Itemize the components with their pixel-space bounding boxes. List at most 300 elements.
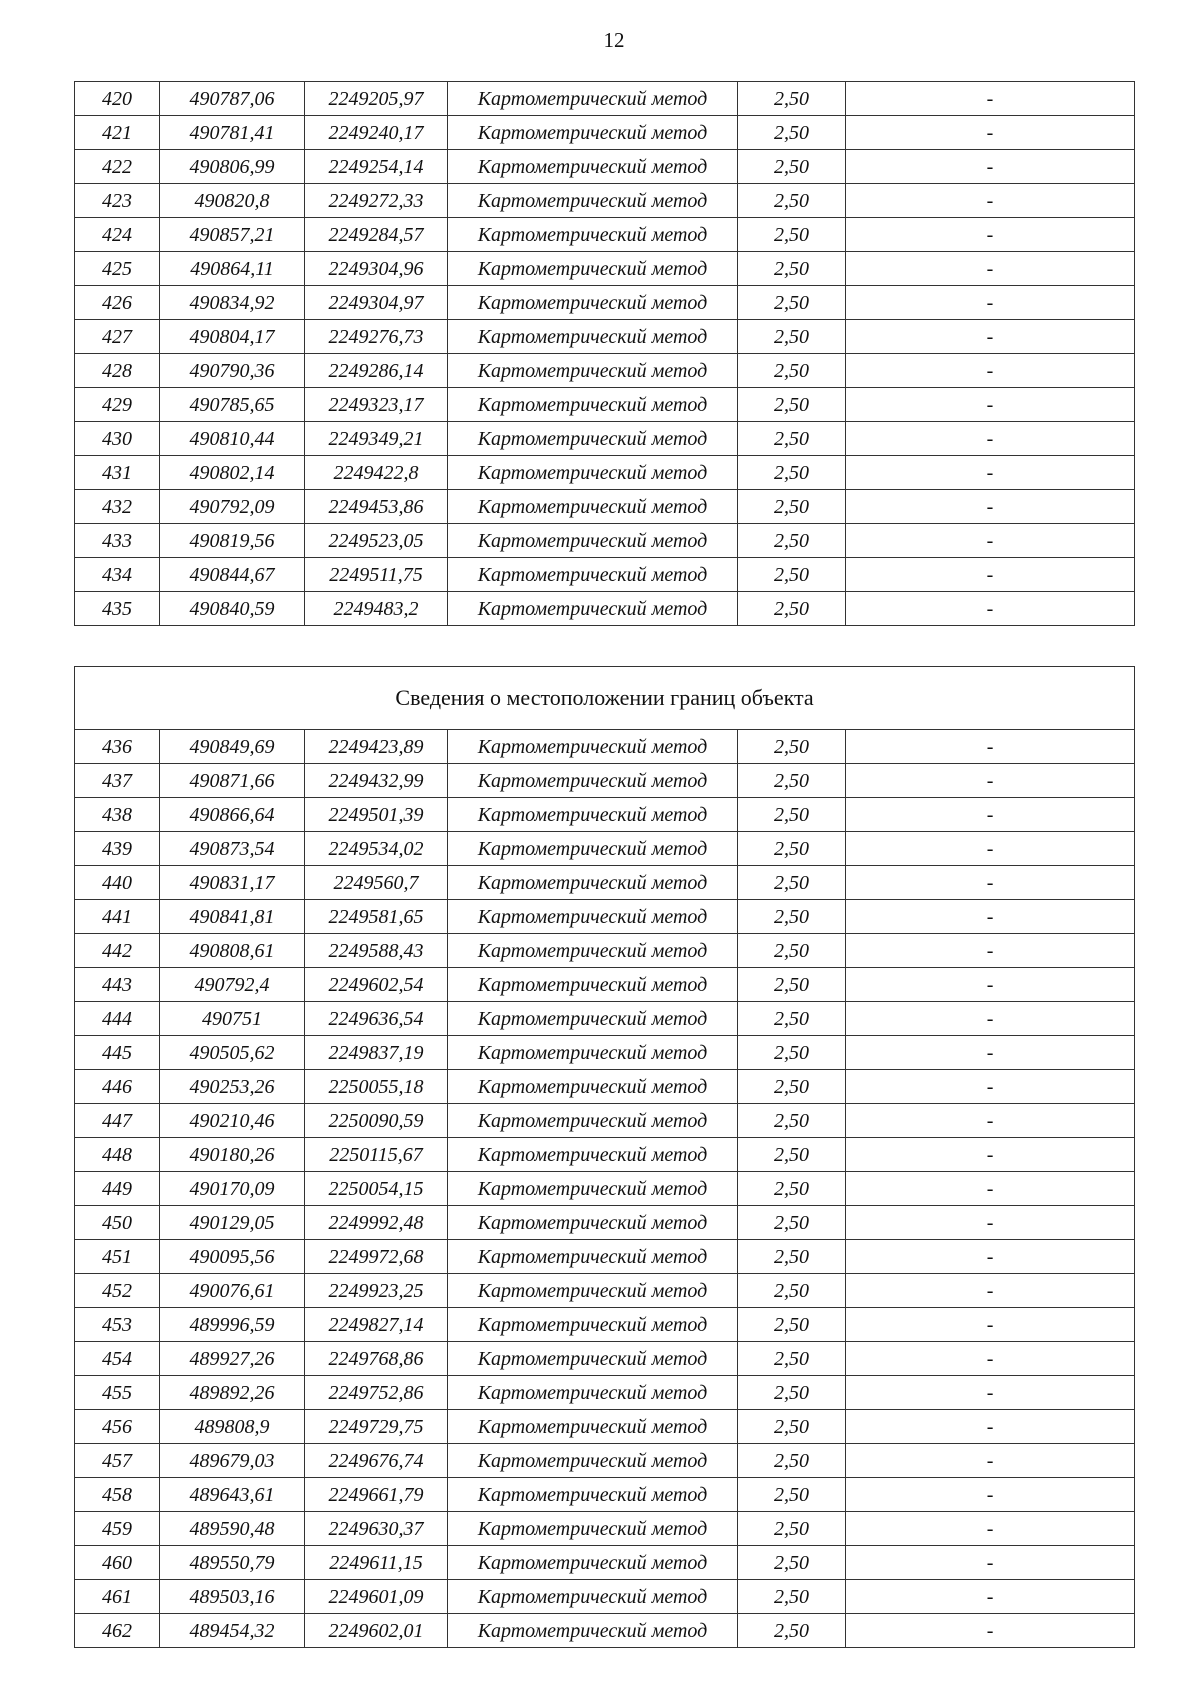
accuracy-cell: 2,50 — [738, 150, 846, 184]
method-cell: Картометрический метод — [448, 730, 738, 764]
x-coordinate-cell: 490857,21 — [160, 218, 305, 252]
x-coordinate-cell: 490866,64 — [160, 798, 305, 832]
x-coordinate-cell: 490808,61 — [160, 934, 305, 968]
point-number-cell: 441 — [75, 900, 160, 934]
method-cell: Картометрический метод — [448, 1036, 738, 1070]
description-cell: - — [846, 1376, 1135, 1410]
accuracy-cell: 2,50 — [738, 832, 846, 866]
description-cell: - — [846, 1274, 1135, 1308]
point-number-cell: 452 — [75, 1274, 160, 1308]
description-cell: - — [846, 116, 1135, 150]
description-cell: - — [846, 1036, 1135, 1070]
point-number-cell: 448 — [75, 1138, 160, 1172]
table-row — [75, 1104, 1135, 1138]
description-cell: - — [846, 286, 1135, 320]
description-cell: - — [846, 150, 1135, 184]
method-cell: Картометрический метод — [448, 388, 738, 422]
description-cell: - — [846, 456, 1135, 490]
description-cell: - — [846, 1614, 1135, 1648]
accuracy-cell: 2,50 — [738, 524, 846, 558]
page-number: 12 — [603, 28, 625, 52]
method-cell: Картометрический метод — [448, 456, 738, 490]
y-coordinate-cell: 2249602,01 — [305, 1614, 448, 1648]
y-coordinate-cell: 2249992,48 — [305, 1206, 448, 1240]
section-title-row — [75, 667, 1135, 730]
y-coordinate-cell: 2249205,97 — [305, 82, 448, 116]
table-row — [75, 320, 1135, 354]
point-number-cell: 432 — [75, 490, 160, 524]
accuracy-cell: 2,50 — [738, 1240, 846, 1274]
x-coordinate-cell: 490804,17 — [160, 320, 305, 354]
x-coordinate-cell: 490095,56 — [160, 1240, 305, 1274]
y-coordinate-cell: 2250054,15 — [305, 1172, 448, 1206]
table-row — [75, 82, 1135, 116]
y-coordinate-cell: 2249560,7 — [305, 866, 448, 900]
method-cell: Картометрический метод — [448, 320, 738, 354]
point-number-cell: 445 — [75, 1036, 160, 1070]
description-cell: - — [846, 1002, 1135, 1036]
method-cell: Картометрический метод — [448, 1580, 738, 1614]
point-number-cell: 440 — [75, 866, 160, 900]
table-row — [75, 388, 1135, 422]
accuracy-cell: 2,50 — [738, 1614, 846, 1648]
point-number-cell: 451 — [75, 1240, 160, 1274]
y-coordinate-cell: 2249423,89 — [305, 730, 448, 764]
x-coordinate-cell: 490840,59 — [160, 592, 305, 626]
description-cell: - — [846, 1546, 1135, 1580]
method-cell: Картометрический метод — [448, 1104, 738, 1138]
x-coordinate-cell: 489927,26 — [160, 1342, 305, 1376]
accuracy-cell: 2,50 — [738, 866, 846, 900]
x-coordinate-cell: 489996,59 — [160, 1308, 305, 1342]
y-coordinate-cell: 2249453,86 — [305, 490, 448, 524]
accuracy-cell: 2,50 — [738, 900, 846, 934]
description-cell: - — [846, 1138, 1135, 1172]
description-cell: - — [846, 558, 1135, 592]
point-number-cell: 450 — [75, 1206, 160, 1240]
table-row — [75, 798, 1135, 832]
point-number-cell: 457 — [75, 1444, 160, 1478]
y-coordinate-cell: 2249601,09 — [305, 1580, 448, 1614]
accuracy-cell: 2,50 — [738, 1478, 846, 1512]
description-cell: - — [846, 354, 1135, 388]
x-coordinate-cell: 489808,9 — [160, 1410, 305, 1444]
x-coordinate-cell: 489503,16 — [160, 1580, 305, 1614]
table-row — [75, 184, 1135, 218]
method-cell: Картометрический метод — [448, 558, 738, 592]
y-coordinate-cell: 2249422,8 — [305, 456, 448, 490]
x-coordinate-cell: 490180,26 — [160, 1138, 305, 1172]
y-coordinate-cell: 2249276,73 — [305, 320, 448, 354]
x-coordinate-cell: 490834,92 — [160, 286, 305, 320]
accuracy-cell: 2,50 — [738, 934, 846, 968]
y-coordinate-cell: 2249923,25 — [305, 1274, 448, 1308]
method-cell: Картометрический метод — [448, 422, 738, 456]
table-row — [75, 286, 1135, 320]
coordinates-table-1 — [74, 81, 1135, 626]
point-number-cell: 461 — [75, 1580, 160, 1614]
point-number-cell: 422 — [75, 150, 160, 184]
section-title: Сведения о местоположении границ объекта — [75, 667, 1135, 730]
x-coordinate-cell: 490802,14 — [160, 456, 305, 490]
x-coordinate-cell: 490170,09 — [160, 1172, 305, 1206]
method-cell: Картометрический метод — [448, 1308, 738, 1342]
y-coordinate-cell: 2250090,59 — [305, 1104, 448, 1138]
accuracy-cell: 2,50 — [738, 116, 846, 150]
point-number-cell: 429 — [75, 388, 160, 422]
table-row — [75, 1478, 1135, 1512]
method-cell: Картометрический метод — [448, 1478, 738, 1512]
accuracy-cell: 2,50 — [738, 1002, 846, 1036]
accuracy-cell: 2,50 — [738, 1444, 846, 1478]
method-cell: Картометрический метод — [448, 1138, 738, 1172]
point-number-cell: 423 — [75, 184, 160, 218]
y-coordinate-cell: 2249752,86 — [305, 1376, 448, 1410]
method-cell: Картометрический метод — [448, 592, 738, 626]
description-cell: - — [846, 524, 1135, 558]
table-row — [75, 832, 1135, 866]
accuracy-cell: 2,50 — [738, 1138, 846, 1172]
y-coordinate-cell: 2249581,65 — [305, 900, 448, 934]
accuracy-cell: 2,50 — [738, 252, 846, 286]
description-cell: - — [846, 764, 1135, 798]
point-number-cell: 431 — [75, 456, 160, 490]
point-number-cell: 420 — [75, 82, 160, 116]
description-cell: - — [846, 1104, 1135, 1138]
table-row — [75, 490, 1135, 524]
description-cell: - — [846, 252, 1135, 286]
y-coordinate-cell: 2249286,14 — [305, 354, 448, 388]
method-cell: Картометрический метод — [448, 286, 738, 320]
point-number-cell: 427 — [75, 320, 160, 354]
x-coordinate-cell: 490864,11 — [160, 252, 305, 286]
description-cell: - — [846, 798, 1135, 832]
description-cell: - — [846, 1444, 1135, 1478]
description-cell: - — [846, 184, 1135, 218]
method-cell: Картометрический метод — [448, 490, 738, 524]
x-coordinate-cell: 490787,06 — [160, 82, 305, 116]
y-coordinate-cell: 2249602,54 — [305, 968, 448, 1002]
method-cell: Картометрический метод — [448, 1444, 738, 1478]
method-cell: Картометрический метод — [448, 354, 738, 388]
method-cell: Картометрический метод — [448, 1070, 738, 1104]
x-coordinate-cell: 490210,46 — [160, 1104, 305, 1138]
method-cell: Картометрический метод — [448, 116, 738, 150]
description-cell: - — [846, 934, 1135, 968]
description-cell: - — [846, 592, 1135, 626]
point-number-cell: 438 — [75, 798, 160, 832]
method-cell: Картометрический метод — [448, 934, 738, 968]
table-row — [75, 934, 1135, 968]
accuracy-cell: 2,50 — [738, 184, 846, 218]
point-number-cell: 421 — [75, 116, 160, 150]
table-row — [75, 218, 1135, 252]
x-coordinate-cell: 489679,03 — [160, 1444, 305, 1478]
method-cell: Картометрический метод — [448, 1002, 738, 1036]
description-cell: - — [846, 832, 1135, 866]
y-coordinate-cell: 2249349,21 — [305, 422, 448, 456]
y-coordinate-cell: 2249284,57 — [305, 218, 448, 252]
accuracy-cell: 2,50 — [738, 968, 846, 1002]
x-coordinate-cell: 490841,81 — [160, 900, 305, 934]
description-cell: - — [846, 218, 1135, 252]
x-coordinate-cell: 490076,61 — [160, 1274, 305, 1308]
accuracy-cell: 2,50 — [738, 320, 846, 354]
point-number-cell: 455 — [75, 1376, 160, 1410]
table-row — [75, 1036, 1135, 1070]
x-coordinate-cell: 490871,66 — [160, 764, 305, 798]
point-number-cell: 439 — [75, 832, 160, 866]
y-coordinate-cell: 2249827,14 — [305, 1308, 448, 1342]
y-coordinate-cell: 2249636,54 — [305, 1002, 448, 1036]
y-coordinate-cell: 2249837,19 — [305, 1036, 448, 1070]
x-coordinate-cell: 489550,79 — [160, 1546, 305, 1580]
method-cell: Картометрический метод — [448, 1172, 738, 1206]
point-number-cell: 459 — [75, 1512, 160, 1546]
description-cell: - — [846, 900, 1135, 934]
description-cell: - — [846, 1240, 1135, 1274]
y-coordinate-cell: 2249523,05 — [305, 524, 448, 558]
y-coordinate-cell: 2249768,86 — [305, 1342, 448, 1376]
accuracy-cell: 2,50 — [738, 354, 846, 388]
y-coordinate-cell: 2249323,17 — [305, 388, 448, 422]
table-row — [75, 558, 1135, 592]
y-coordinate-cell: 2249272,33 — [305, 184, 448, 218]
table-row — [75, 1274, 1135, 1308]
table-row — [75, 116, 1135, 150]
point-number-cell: 447 — [75, 1104, 160, 1138]
method-cell: Картометрический метод — [448, 1410, 738, 1444]
description-cell: - — [846, 1478, 1135, 1512]
table-row — [75, 900, 1135, 934]
table-row — [75, 1308, 1135, 1342]
method-cell: Картометрический метод — [448, 1240, 738, 1274]
table-row — [75, 252, 1135, 286]
x-coordinate-cell: 490781,41 — [160, 116, 305, 150]
description-cell: - — [846, 1308, 1135, 1342]
x-coordinate-cell: 490253,26 — [160, 1070, 305, 1104]
y-coordinate-cell: 2249972,68 — [305, 1240, 448, 1274]
accuracy-cell: 2,50 — [738, 592, 846, 626]
accuracy-cell: 2,50 — [738, 490, 846, 524]
x-coordinate-cell: 490849,69 — [160, 730, 305, 764]
table-row — [75, 1070, 1135, 1104]
accuracy-cell: 2,50 — [738, 1580, 846, 1614]
method-cell: Картометрический метод — [448, 1342, 738, 1376]
description-cell: - — [846, 968, 1135, 1002]
description-cell: - — [846, 422, 1135, 456]
y-coordinate-cell: 2249534,02 — [305, 832, 448, 866]
table-row — [75, 764, 1135, 798]
method-cell: Картометрический метод — [448, 150, 738, 184]
accuracy-cell: 2,50 — [738, 1274, 846, 1308]
accuracy-cell: 2,50 — [738, 1308, 846, 1342]
x-coordinate-cell: 490873,54 — [160, 832, 305, 866]
method-cell: Картометрический метод — [448, 218, 738, 252]
accuracy-cell: 2,50 — [738, 1104, 846, 1138]
coordinates-table-2 — [74, 666, 1135, 1648]
y-coordinate-cell: 2249676,74 — [305, 1444, 448, 1478]
point-number-cell: 442 — [75, 934, 160, 968]
y-coordinate-cell: 2250115,67 — [305, 1138, 448, 1172]
description-cell: - — [846, 82, 1135, 116]
point-number-cell: 456 — [75, 1410, 160, 1444]
point-number-cell: 443 — [75, 968, 160, 1002]
method-cell: Картометрический метод — [448, 1546, 738, 1580]
method-cell: Картометрический метод — [448, 764, 738, 798]
point-number-cell: 424 — [75, 218, 160, 252]
y-coordinate-cell: 2249611,15 — [305, 1546, 448, 1580]
x-coordinate-cell: 490751 — [160, 1002, 305, 1036]
y-coordinate-cell: 2249588,43 — [305, 934, 448, 968]
point-number-cell: 430 — [75, 422, 160, 456]
description-cell: - — [846, 1410, 1135, 1444]
description-cell: - — [846, 1206, 1135, 1240]
y-coordinate-cell: 2249432,99 — [305, 764, 448, 798]
x-coordinate-cell: 489892,26 — [160, 1376, 305, 1410]
point-number-cell: 425 — [75, 252, 160, 286]
method-cell: Картометрический метод — [448, 798, 738, 832]
x-coordinate-cell: 490820,8 — [160, 184, 305, 218]
table-row — [75, 1240, 1135, 1274]
point-number-cell: 426 — [75, 286, 160, 320]
description-cell: - — [846, 1512, 1135, 1546]
point-number-cell: 453 — [75, 1308, 160, 1342]
point-number-cell: 462 — [75, 1614, 160, 1648]
description-cell: - — [846, 490, 1135, 524]
table-row — [75, 1614, 1135, 1648]
description-cell: - — [846, 1580, 1135, 1614]
table-row — [75, 1376, 1135, 1410]
table-row — [75, 150, 1135, 184]
x-coordinate-cell: 490819,56 — [160, 524, 305, 558]
x-coordinate-cell: 490785,65 — [160, 388, 305, 422]
x-coordinate-cell: 490129,05 — [160, 1206, 305, 1240]
y-coordinate-cell: 2249254,14 — [305, 150, 448, 184]
table-row — [75, 1172, 1135, 1206]
x-coordinate-cell: 490831,17 — [160, 866, 305, 900]
accuracy-cell: 2,50 — [738, 1376, 846, 1410]
y-coordinate-cell: 2249511,75 — [305, 558, 448, 592]
accuracy-cell: 2,50 — [738, 422, 846, 456]
method-cell: Картометрический метод — [448, 184, 738, 218]
method-cell: Картометрический метод — [448, 252, 738, 286]
table-row — [75, 1342, 1135, 1376]
x-coordinate-cell: 490810,44 — [160, 422, 305, 456]
y-coordinate-cell: 2249304,96 — [305, 252, 448, 286]
y-coordinate-cell: 2249240,17 — [305, 116, 448, 150]
y-coordinate-cell: 2249501,39 — [305, 798, 448, 832]
point-number-cell: 454 — [75, 1342, 160, 1376]
method-cell: Картометрический метод — [448, 524, 738, 558]
accuracy-cell: 2,50 — [738, 1206, 846, 1240]
point-number-cell: 437 — [75, 764, 160, 798]
point-number-cell: 446 — [75, 1070, 160, 1104]
table-row — [75, 1138, 1135, 1172]
point-number-cell: 444 — [75, 1002, 160, 1036]
y-coordinate-cell: 2249729,75 — [305, 1410, 448, 1444]
accuracy-cell: 2,50 — [738, 558, 846, 592]
table-row — [75, 354, 1135, 388]
description-cell: - — [846, 1342, 1135, 1376]
description-cell: - — [846, 1172, 1135, 1206]
accuracy-cell: 2,50 — [738, 218, 846, 252]
method-cell: Картометрический метод — [448, 832, 738, 866]
x-coordinate-cell: 489643,61 — [160, 1478, 305, 1512]
accuracy-cell: 2,50 — [738, 1172, 846, 1206]
table-row — [75, 456, 1135, 490]
accuracy-cell: 2,50 — [738, 798, 846, 832]
accuracy-cell: 2,50 — [738, 1410, 846, 1444]
method-cell: Картометрический метод — [448, 1614, 738, 1648]
method-cell: Картометрический метод — [448, 968, 738, 1002]
method-cell: Картометрический метод — [448, 82, 738, 116]
point-number-cell: 433 — [75, 524, 160, 558]
table-row — [75, 592, 1135, 626]
method-cell: Картометрический метод — [448, 1274, 738, 1308]
table-row — [75, 524, 1135, 558]
point-number-cell: 449 — [75, 1172, 160, 1206]
y-coordinate-cell: 2249304,97 — [305, 286, 448, 320]
accuracy-cell: 2,50 — [738, 82, 846, 116]
x-coordinate-cell: 490806,99 — [160, 150, 305, 184]
table-row — [75, 422, 1135, 456]
x-coordinate-cell: 489590,48 — [160, 1512, 305, 1546]
point-number-cell: 458 — [75, 1478, 160, 1512]
table-row — [75, 1546, 1135, 1580]
table-row — [75, 730, 1135, 764]
description-cell: - — [846, 730, 1135, 764]
x-coordinate-cell: 490844,67 — [160, 558, 305, 592]
point-number-cell: 435 — [75, 592, 160, 626]
accuracy-cell: 2,50 — [738, 1512, 846, 1546]
description-cell: - — [846, 866, 1135, 900]
x-coordinate-cell: 490790,36 — [160, 354, 305, 388]
method-cell: Картометрический метод — [448, 1376, 738, 1410]
point-number-cell: 434 — [75, 558, 160, 592]
x-coordinate-cell: 490792,4 — [160, 968, 305, 1002]
accuracy-cell: 2,50 — [738, 1070, 846, 1104]
method-cell: Картометрический метод — [448, 866, 738, 900]
table-row — [75, 1002, 1135, 1036]
point-number-cell: 428 — [75, 354, 160, 388]
method-cell: Картометрический метод — [448, 1206, 738, 1240]
table-row — [75, 1410, 1135, 1444]
accuracy-cell: 2,50 — [738, 1036, 846, 1070]
y-coordinate-cell: 2249661,79 — [305, 1478, 448, 1512]
x-coordinate-cell: 489454,32 — [160, 1614, 305, 1648]
method-cell: Картометрический метод — [448, 900, 738, 934]
point-number-cell: 436 — [75, 730, 160, 764]
accuracy-cell: 2,50 — [738, 730, 846, 764]
table-row — [75, 1206, 1135, 1240]
description-cell: - — [846, 320, 1135, 354]
accuracy-cell: 2,50 — [738, 388, 846, 422]
accuracy-cell: 2,50 — [738, 1546, 846, 1580]
table-row — [75, 968, 1135, 1002]
description-cell: - — [846, 388, 1135, 422]
point-number-cell: 460 — [75, 1546, 160, 1580]
table-row — [75, 1580, 1135, 1614]
x-coordinate-cell: 490505,62 — [160, 1036, 305, 1070]
description-cell: - — [846, 1070, 1135, 1104]
method-cell: Картометрический метод — [448, 1512, 738, 1546]
accuracy-cell: 2,50 — [738, 456, 846, 490]
y-coordinate-cell: 2250055,18 — [305, 1070, 448, 1104]
accuracy-cell: 2,50 — [738, 286, 846, 320]
y-coordinate-cell: 2249630,37 — [305, 1512, 448, 1546]
table-row — [75, 1512, 1135, 1546]
